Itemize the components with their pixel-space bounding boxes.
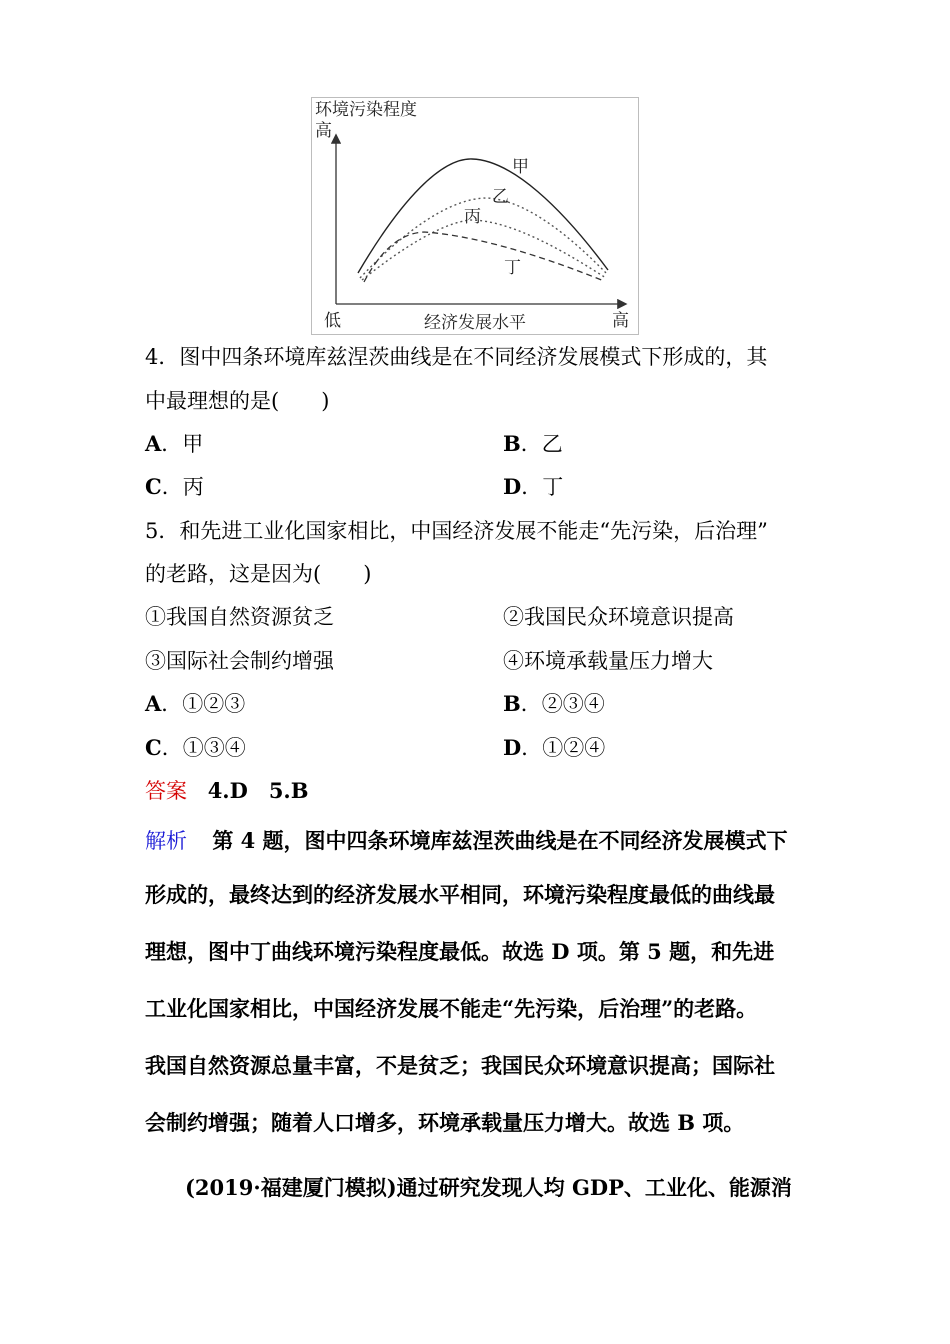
x-axis-low-label: 低 [324, 311, 341, 331]
curve-label-yi: 乙 [492, 187, 509, 207]
answer-text: 4.D 5.B [207, 778, 309, 803]
explanation-line-2: 形成的，最终达到的经济发展水平相同，环境污染程度最低的曲线最 [145, 882, 775, 907]
q5-statement-3: ③国际社会制约增强 [145, 649, 334, 673]
explanation-line-6: 会制约增强；随着人口增多，环境承载量压力增大。故选 B 项。 [145, 1110, 745, 1135]
explanation-line-5: 我国自然资源总量丰富，不是贫乏；我国民众环境意识提高；国际社 [145, 1053, 775, 1078]
q5-option-a[interactable] [145, 689, 245, 719]
explanation-line-1 [145, 826, 788, 856]
q4-option-b[interactable] [503, 429, 563, 459]
explanation-line-4: 工业化国家相比，中国经济发展不能走“先污染，后治理”的老路。 [145, 996, 758, 1021]
next-question-stem: (2019·福建厦门模拟)通过研究发现人均 GDP、工业化、能源消 [185, 1175, 792, 1200]
explanation-label: 解析 [145, 829, 187, 853]
curve-label-jia: 甲 [512, 157, 529, 177]
option-letter: D [503, 474, 522, 499]
q5-option-c[interactable] [145, 733, 246, 763]
curve-bing [362, 220, 606, 280]
option-text: ．①②④ [521, 736, 606, 760]
option-text: ．丙 [161, 475, 204, 499]
q4-stem-line2: 中最理想的是( ) [145, 389, 330, 413]
kuznets-curve-figure [311, 97, 639, 335]
answer-line [145, 776, 309, 806]
option-letter: D [503, 735, 522, 760]
q4-option-a[interactable] [145, 429, 203, 459]
curve-label-bing: 丙 [464, 207, 481, 227]
option-letter: C [145, 735, 162, 760]
option-text: ．①②③ [161, 692, 246, 716]
option-text: ．丁 [521, 475, 564, 499]
q5-statement-1: ①我国自然资源贫乏 [145, 605, 334, 629]
option-letter: B [503, 431, 521, 456]
x-axis-high-label: 高 [612, 311, 629, 331]
y-axis-high-label: 高 [315, 121, 332, 141]
option-letter: B [503, 691, 521, 716]
option-letter: A [145, 431, 162, 456]
curve-chart [312, 98, 638, 334]
q5-statement-4: ④环境承载量压力增大 [503, 649, 713, 673]
q5-stem-line2: 的老路，这是因为( ) [145, 562, 372, 586]
q5-option-b[interactable] [503, 689, 605, 719]
curve-jia [358, 159, 608, 273]
q4-option-c[interactable] [145, 472, 204, 502]
q4-stem-line1: 4．图中四条环境库兹涅茨曲线是在不同经济发展模式下形成的，其 [145, 345, 768, 369]
q5-option-d[interactable] [503, 733, 605, 763]
option-text: ．乙 [520, 432, 563, 456]
q4-option-d[interactable] [503, 472, 563, 502]
option-letter: C [145, 474, 162, 499]
option-text: ．①③④ [161, 736, 246, 760]
option-letter: A [145, 691, 162, 716]
option-text: ．②③④ [520, 692, 605, 716]
y-axis-title: 环境污染程度 [315, 100, 417, 120]
explanation-text: 第 4 题，图中四条环境库兹涅茨曲线是在不同经济发展模式下 [212, 828, 788, 853]
answer-label: 答案 [145, 779, 187, 803]
option-text: ．甲 [161, 432, 204, 456]
curve-yi [360, 198, 608, 278]
explanation-line-3: 理想，图中丁曲线环境污染程度最低。故选 D 项。第 5 题，和先进 [145, 939, 775, 964]
q5-statement-2: ②我国民众环境意识提高 [503, 605, 734, 629]
q5-stem-line1: 5．和先进工业化国家相比，中国经济发展不能走“先污染，后治理” [145, 519, 768, 543]
curve-label-ding: 丁 [504, 258, 521, 278]
x-axis-title: 经济发展水平 [424, 313, 526, 333]
